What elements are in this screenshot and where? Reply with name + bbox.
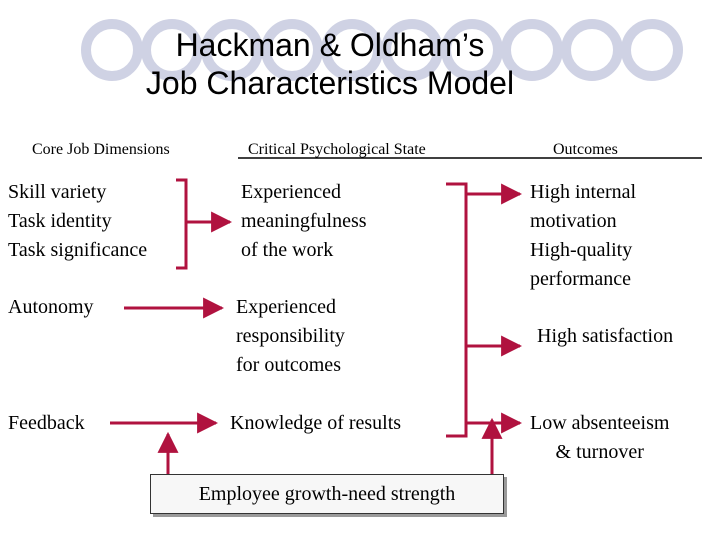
header-critical-state: Critical Psychological State [248,141,426,158]
outcome-absenteeism: Low absenteeism & turnover [530,412,670,463]
core-autonomy: Autonomy [8,296,94,318]
outcome-satisfaction: High satisfaction [537,325,674,347]
header-outcomes: Outcomes [553,141,618,158]
core-feedback: Feedback [8,412,85,434]
state-responsibility: Experienced responsibility for outcomes [236,296,345,376]
header-core-dimensions: Core Job Dimensions [32,141,170,158]
state-knowledge: Knowledge of results [230,412,402,434]
growth-need-strength-label: Employee growth-need strength [198,482,456,505]
core-skill-identity-significance: Skill variety Task identity Task significance [8,181,148,261]
outcome-motivation-performance: High internal motivation High-quality performance [530,181,637,290]
page-title: Hackman & Oldham’s Job Characteristics Model [145,27,515,101]
state-meaningfulness: Experienced meaningfulness of the work [241,181,367,261]
growth-need-strength-box [150,474,504,514]
